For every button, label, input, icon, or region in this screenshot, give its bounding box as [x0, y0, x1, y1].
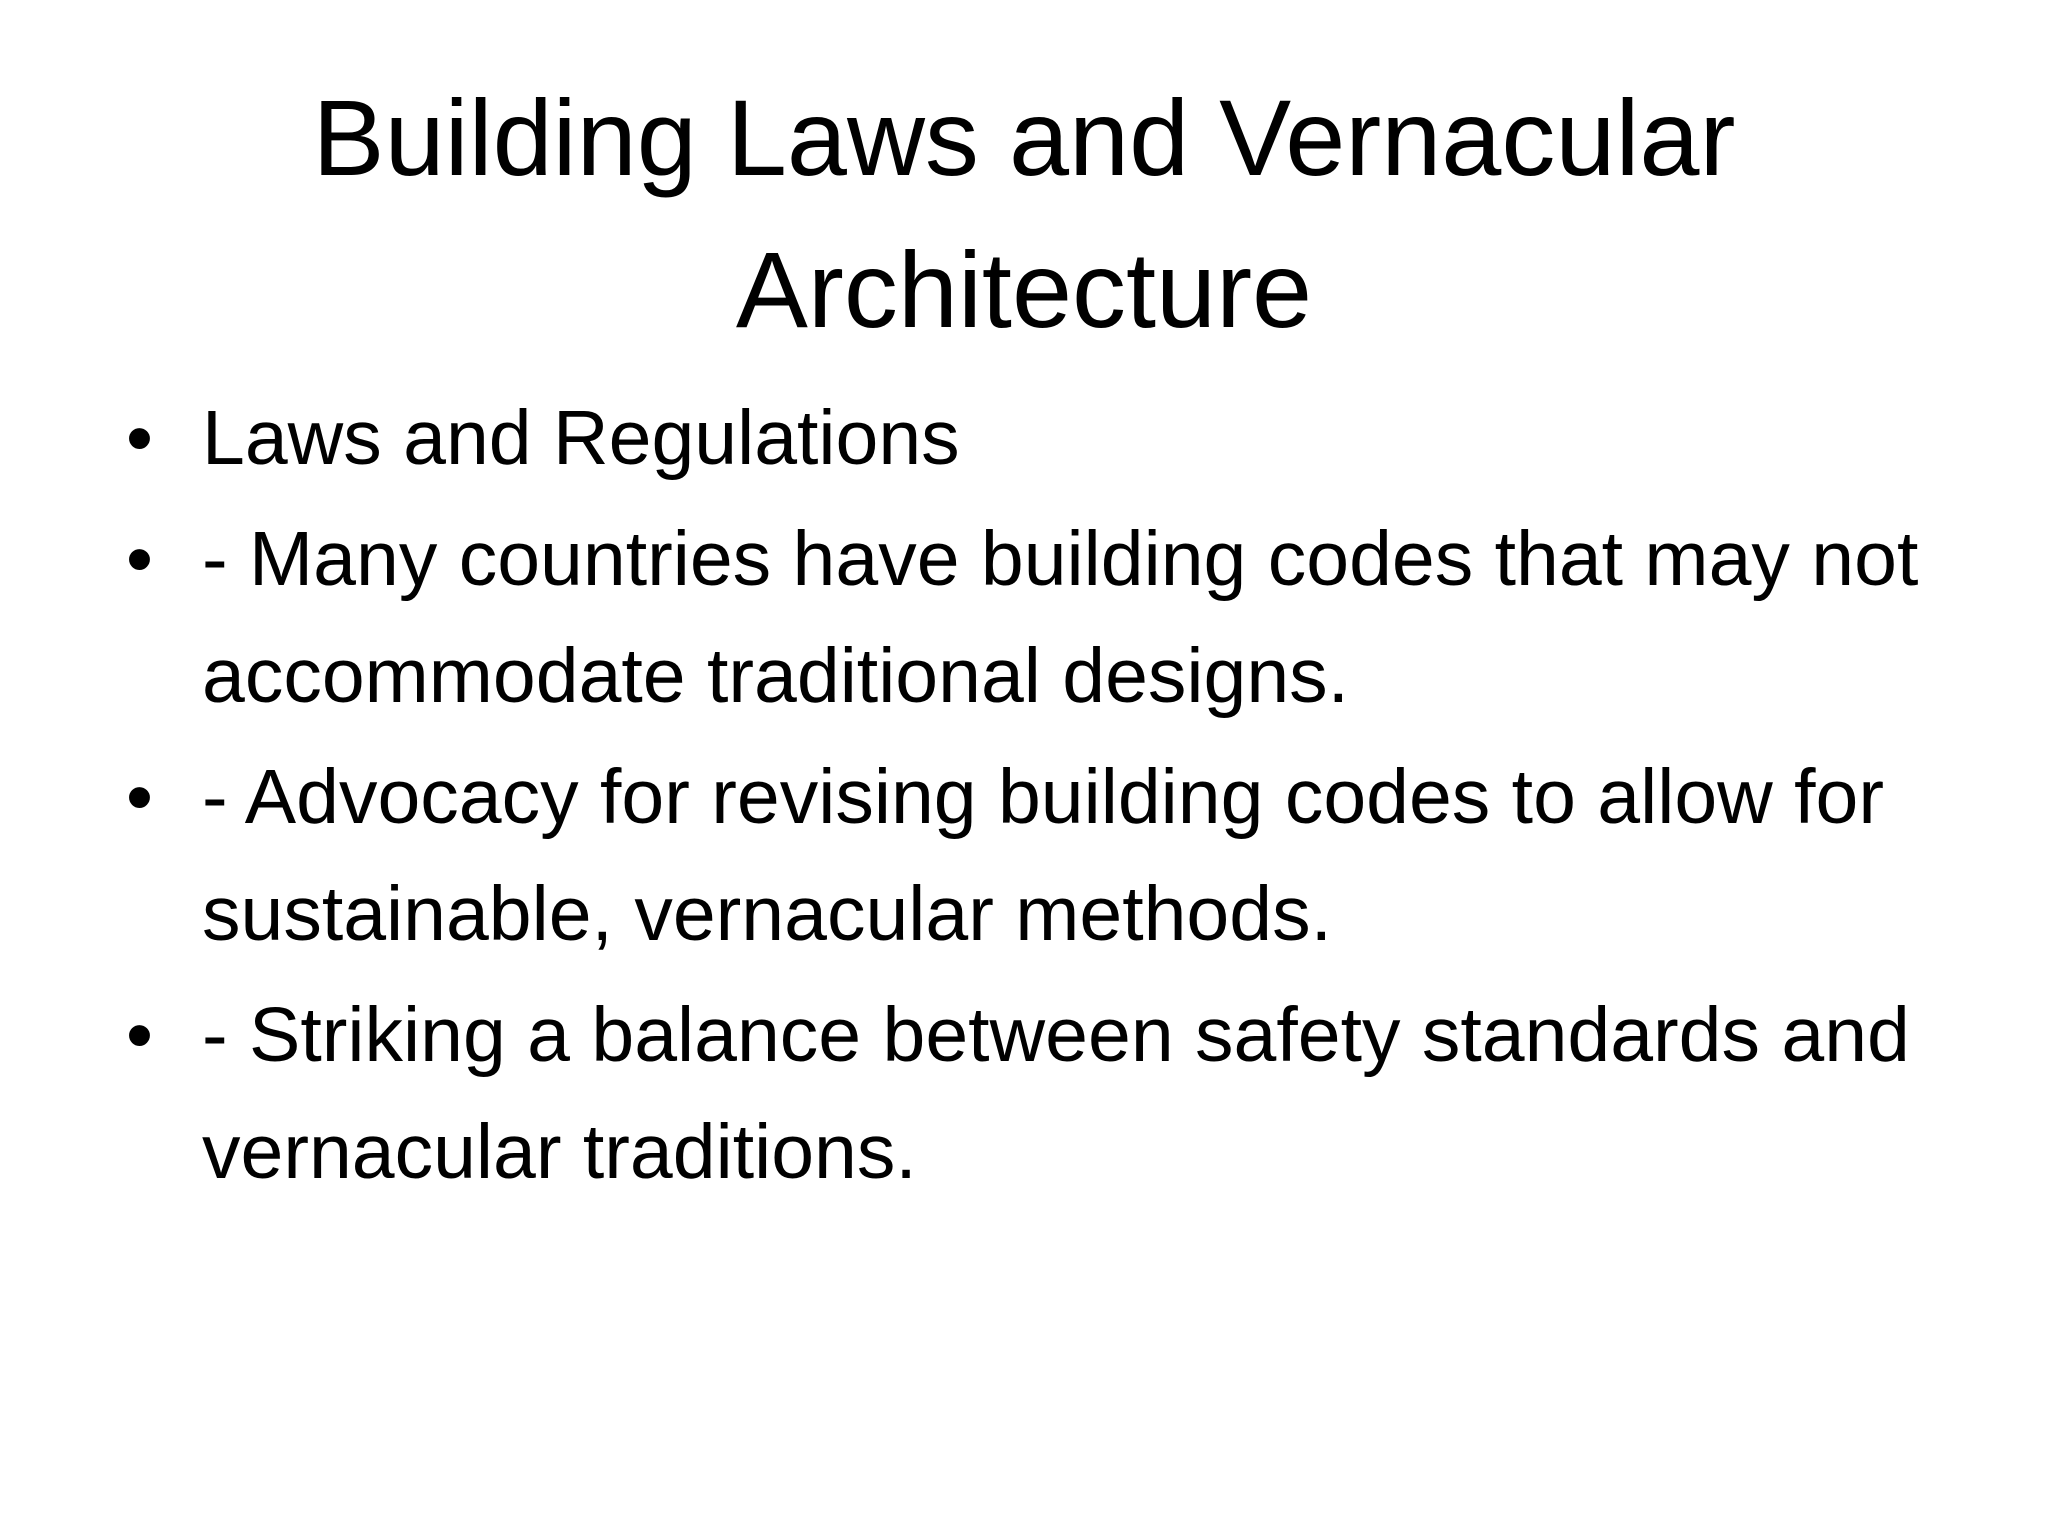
bullet-icon: • [126, 516, 153, 602]
bullet-item [120, 739, 1950, 973]
bullet-text: - Striking a balance between safety standards and vernacular traditions. [202, 992, 1910, 1195]
bullet-icon: • [126, 754, 153, 840]
bullet-icon: • [126, 395, 153, 481]
bullet-item [120, 977, 1950, 1211]
bullet-text: - Many countries have building codes that may not accommodate traditional designs. [202, 516, 1919, 719]
bullet-item [120, 380, 1950, 497]
slide-title: Building Laws and Vernacular Architecture [312, 77, 1736, 350]
bullet-text: Laws and Regulations [202, 395, 960, 481]
bullet-text: - Advocacy for revising building codes to allow for sustainable, vernacular methods. [202, 754, 1885, 957]
bullet-item [120, 501, 1950, 735]
bullet-list [120, 380, 1950, 1215]
bullet-icon: • [126, 992, 153, 1078]
